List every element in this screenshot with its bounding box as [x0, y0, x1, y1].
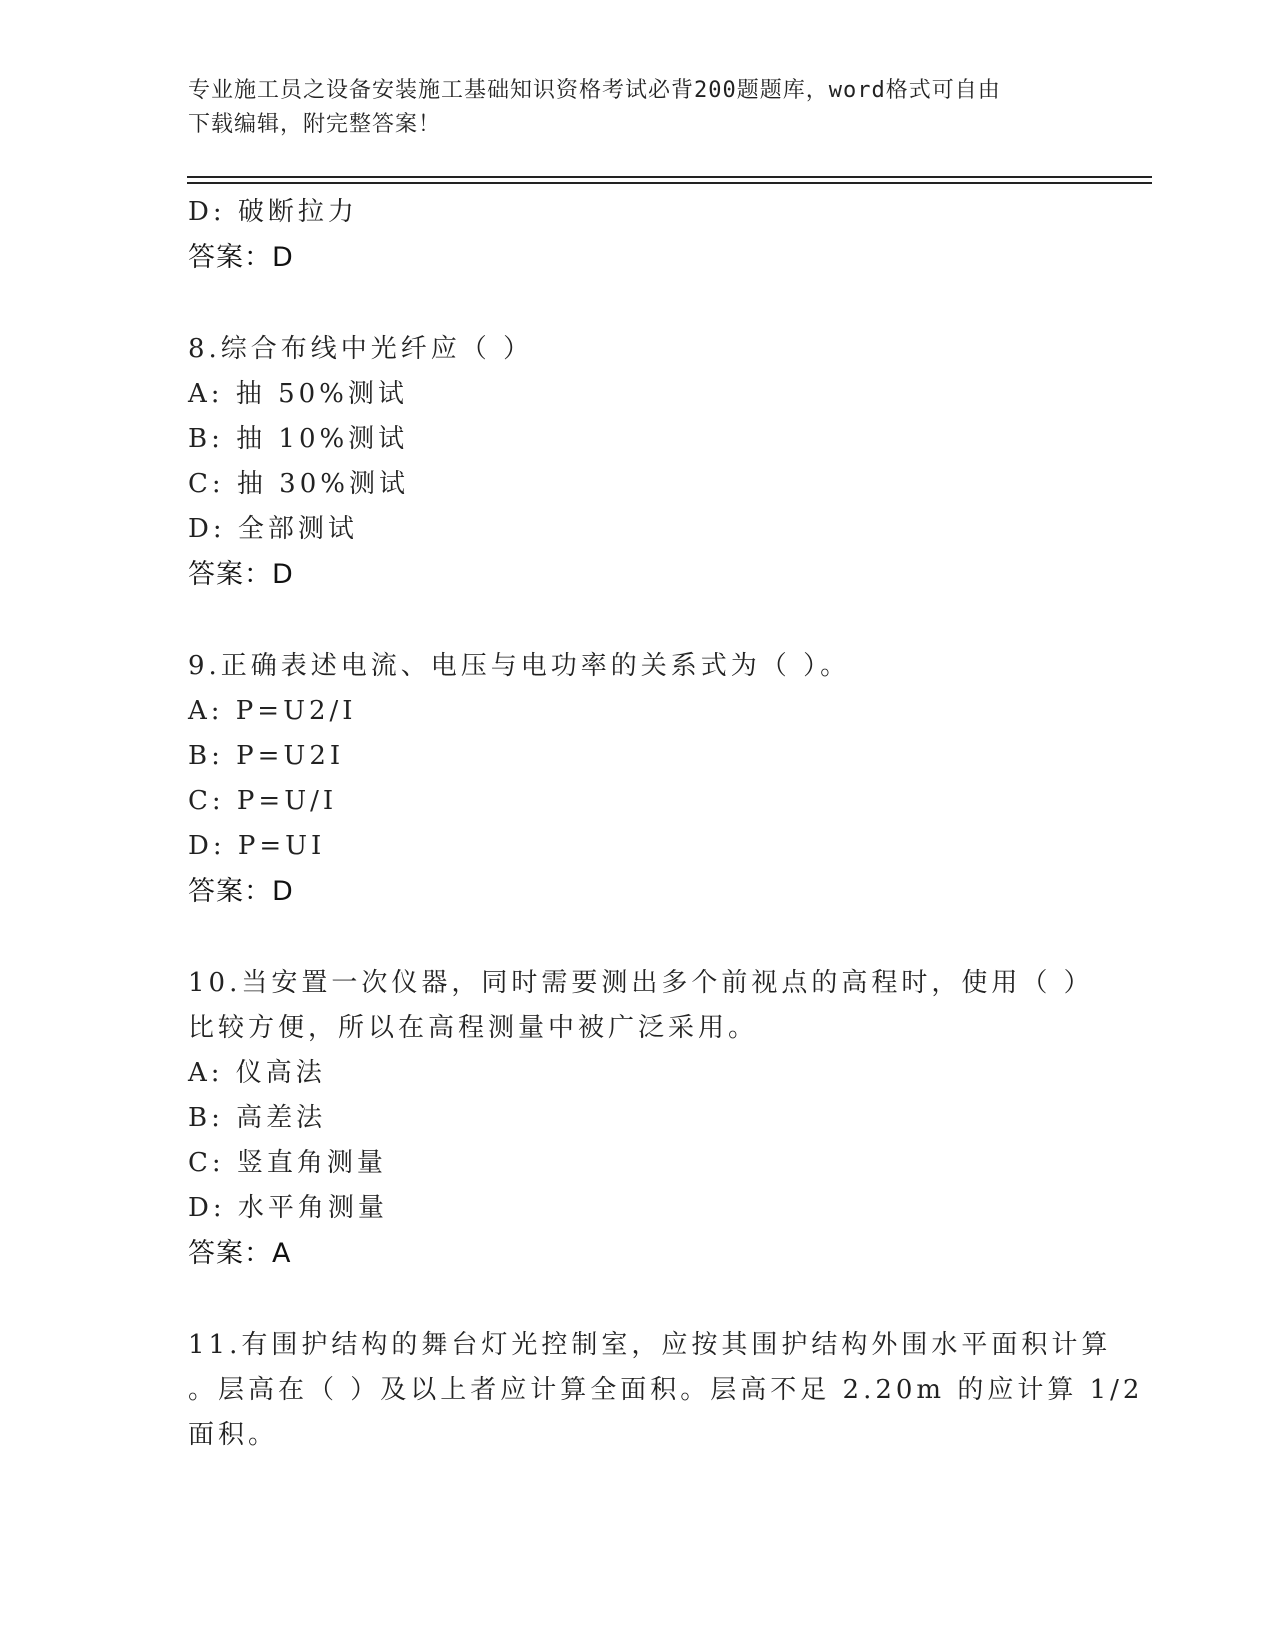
option-c: C: P=U/I — [188, 786, 338, 816]
answer-line: 答案：D — [188, 242, 294, 273]
question-stem-line-2: 。层高在（ ）及以上者应计算全面积。层高不足 2.20m 的应计算 1/2 — [188, 1375, 1144, 1405]
option-c: C: 竖直角测量 — [188, 1148, 387, 1178]
question-stem-line-2: 比较方便，所以在高程测量中被广泛采用。 — [188, 1013, 759, 1043]
question-stem-line-1: 10.当安置一次仪器，同时需要测出多个前视点的高程时，使用（ ） — [188, 968, 1094, 998]
page-header — [188, 74, 1088, 142]
option-a: A: P=U2/I — [188, 696, 357, 726]
question-list — [188, 190, 1144, 1458]
question-stem: 9.正确表述电流、电压与电功率的关系式为（ ）。 — [188, 651, 851, 681]
option-a: A: 抽 50%测试 — [188, 379, 408, 409]
header-rule-bottom — [187, 182, 1152, 184]
option-d: D: 全部测试 — [188, 514, 358, 544]
option-d: D: P=UI — [188, 831, 326, 861]
header-line-2: 下载编辑，附完整答案！ — [188, 112, 442, 137]
header-rule-top — [187, 176, 1152, 178]
answer-line: 答案：A — [188, 1238, 292, 1269]
question-stem-line-1: 11.有围护结构的舞台灯光控制室，应按其围护结构外围水平面积计算 — [188, 1330, 1112, 1360]
option-b: B: 高差法 — [188, 1103, 327, 1133]
answer-line: 答案：D — [188, 876, 294, 907]
question-11 — [188, 1323, 1144, 1458]
option-c: C: 抽 30%测试 — [188, 469, 409, 499]
question-stem-line-3: 面积。 — [188, 1420, 279, 1450]
option-d: D: 水平角测量 — [188, 1193, 388, 1223]
option-b: B: 抽 10%测试 — [188, 424, 409, 454]
option-a: A: 仪高法 — [188, 1058, 326, 1088]
answer-line: 答案：D — [188, 559, 294, 590]
question-8 — [188, 327, 1088, 597]
question-10 — [188, 961, 1094, 1276]
question-stem: 8.综合布线中光纤应（ ） — [188, 334, 534, 364]
question-7-tail — [188, 190, 1088, 280]
header-line-1: 专业施工员之设备安装施工基础知识资格考试必背200题题库，word格式可自由 — [188, 78, 1001, 103]
question-9 — [188, 644, 1088, 914]
option-d: D: 破断拉力 — [188, 197, 358, 227]
option-b: B: P=U2I — [188, 741, 345, 771]
